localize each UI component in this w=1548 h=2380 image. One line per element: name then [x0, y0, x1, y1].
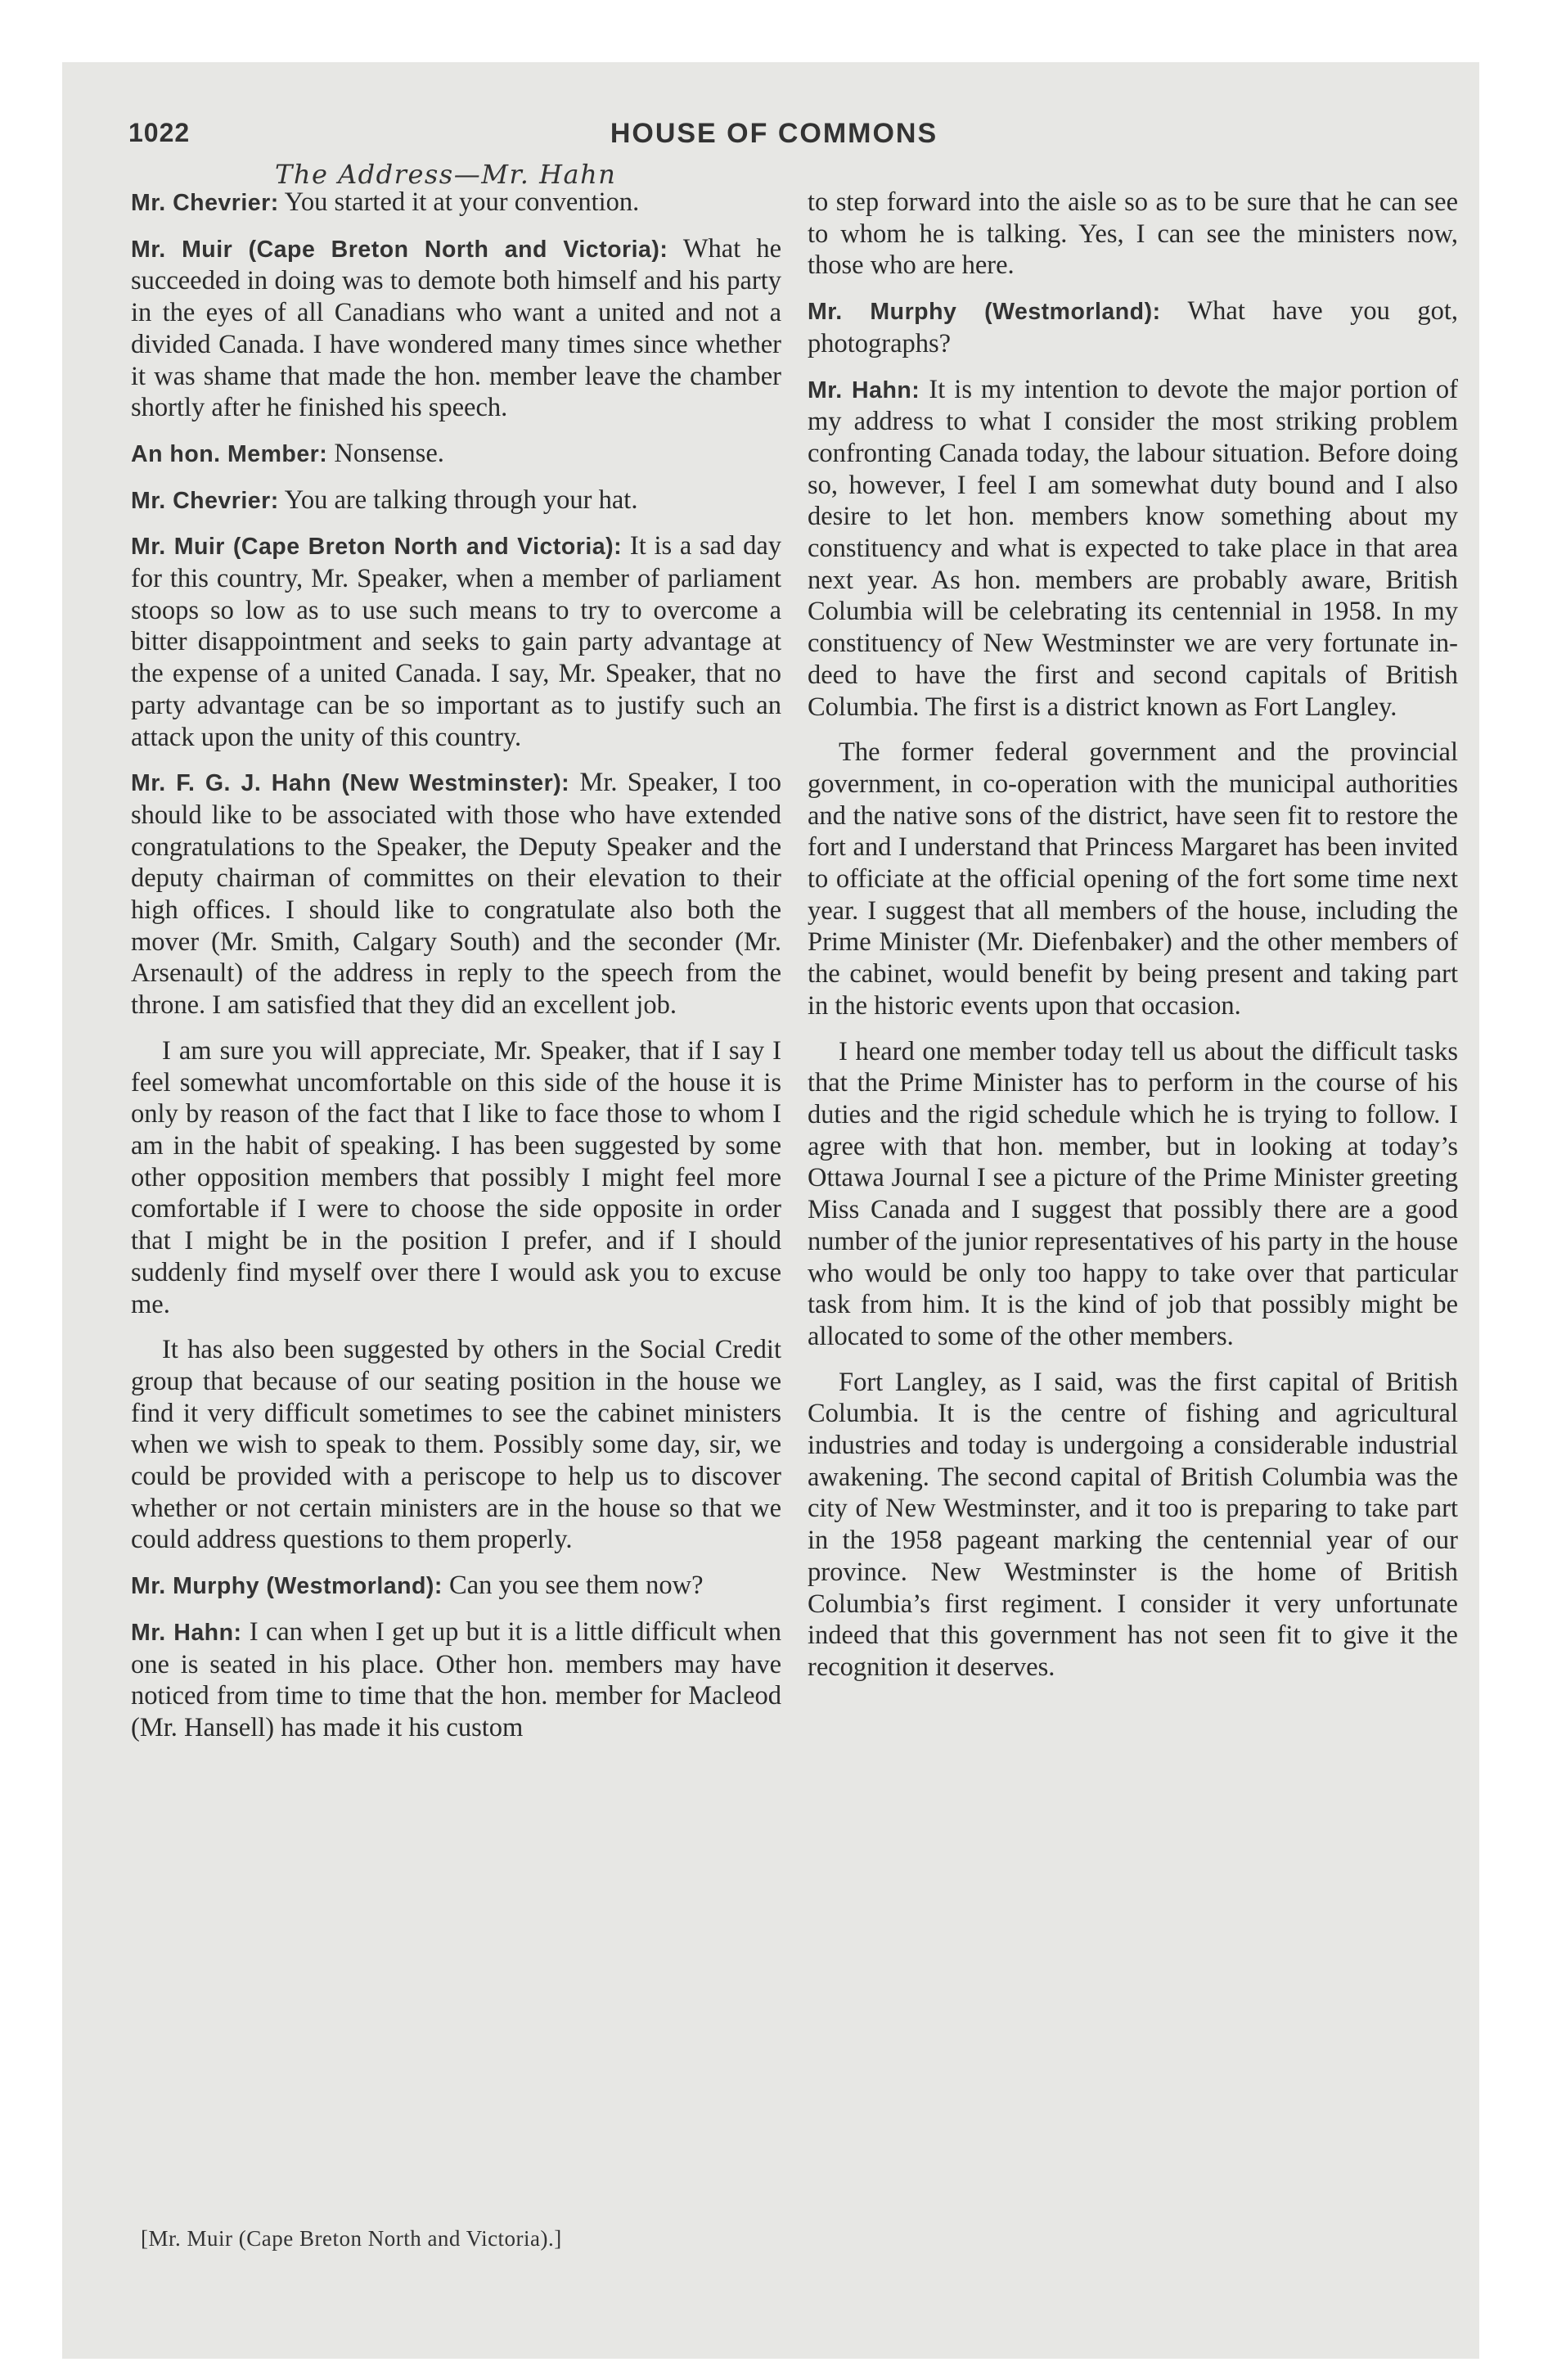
- speech-text: It is a sad day for this country, Mr. Speaker, when a member of parliament stoops so low as to use such means to try to overcome a bitter disappointment and seeks to gain party advantage at the expense of a united Canada. I say, Mr. Speaker, that no party advantage can be so important as to justify such an attack upon the unity of this country.: [131, 531, 782, 752]
- speech-text: You are talking through your hat.: [284, 485, 638, 515]
- speech-text: Nonsense.: [334, 438, 444, 468]
- right-column: [808, 187, 1458, 1697]
- paragraph: [808, 295, 1458, 359]
- paragraph: [131, 1035, 781, 1320]
- footer-note: [Mr. Muir (Cape Breton North and Victoria).]: [141, 2226, 562, 2251]
- paragraph: [131, 767, 781, 1021]
- speaker-name: Mr. F. G. J. Hahn (New Westminster):: [131, 770, 570, 797]
- page-number: 1022: [128, 118, 191, 147]
- left-column: [131, 187, 781, 1758]
- paragraph: [808, 374, 1458, 723]
- paragraph: [131, 1334, 781, 1556]
- paragraph: [131, 438, 781, 471]
- speaker-name: Mr. Hahn:: [808, 376, 920, 403]
- paragraph: [131, 187, 781, 219]
- paragraph: [808, 1036, 1458, 1353]
- paragraph: [131, 1570, 781, 1602]
- speech-text: I can when I get up but it is a little difficult when one is seated in his place. Other hon. members may have noticed from time to time that the hon. member for Macleod (Mr. Hansell) has made it his custom: [131, 1616, 782, 1742]
- speaker-name: Mr. Muir (Cape Breton North and Victoria):: [131, 534, 623, 561]
- speech-text: I heard one member today tell us about the difficult tasks that the Prime Minister has to perform in the course of his duties and the rigid schedule which he is trying to follow. I agree with that hon. member, but in looking at today’s Ottawa Journal I see a picture of the Prime Minister greeting Miss Canada and I suggest that possibly there are a good number of the junior representatives of his party in the house who would be only too happy to take over that particular task from him. It is the kind of job that possibly might be allocated to some of the other members.: [808, 1036, 1458, 1351]
- section-title: The Address—Mr. Hahn: [275, 159, 617, 190]
- paragraph: [808, 187, 1458, 282]
- paragraph: [131, 233, 781, 424]
- speaker-name: Mr. Murphy (Westmorland):: [131, 1573, 443, 1600]
- paragraph: [131, 530, 781, 753]
- speaker-name: Mr. Muir (Cape Breton North and Victoria):: [131, 236, 668, 263]
- speech-text: What have you got, photographs?: [808, 296, 1458, 358]
- speech-text: What he succeeded in doing was to demote both himself and his party in the eyes of all Canadians who want a united and not a divided Canada. I have wondered many times since whether it was shame that made the hon. member leave the chamber shortly after he finished his speech.: [131, 233, 781, 423]
- speaker-name: An hon. Member:: [131, 440, 328, 467]
- speaker-name: Mr. Murphy (Westmorland):: [808, 299, 1161, 326]
- speech-text: The former federal government and the provincial government, in co-operation with the municipal authorities and the native sons of the district, have seen fit to restore the fort and I understand that Princess Margaret has been invited to officiate at the official opening of the fort some time next year. I suggest that all members of the house, including the Prime Minister (Mr. Diefenbaker) and the other members of the cabinet, would benefit by being present and taking part in the historic events upon that occasion.: [808, 737, 1458, 1021]
- speech-text: Mr. Speaker, I too should like to be associated with those who have extended congratulations to the Speaker, the Deputy Speaker and the deputy chairman of committes on their elevation to their high offices. I should like to congratulate also both the mover (Mr. Smith, Calgary South) and the seconder (Mr. Arsenault) of the address in reply to the speech from the throne. I am satisfied that they did an excellent job.: [131, 768, 782, 1021]
- speech-text: to step forward into the aisle so as to be sure that he can see to whom he is talking. Yes, I can see the ministers now, those who are here.: [808, 187, 1458, 281]
- speaker-name: Mr. Hahn:: [131, 1619, 242, 1646]
- running-head: HOUSE OF COMMONS: [610, 118, 938, 149]
- paragraph: [131, 1616, 781, 1744]
- paragraph: [808, 1367, 1458, 1684]
- speaker-name: Mr. Chevrier:: [131, 487, 279, 514]
- speech-text: It has also been suggested by others in the Social Credit group that because of our seating position in the house we find it very difficult sometimes to see the cabinet ministers when we wish to speak to them. Possibly some day, sir, we could be provided with a periscope to help us to discover whether or not certain ministers are in the house so that we could address questions to them properly.: [131, 1335, 781, 1555]
- speech-text: You started it at your convention.: [284, 187, 640, 217]
- speaker-name: Mr. Chevrier:: [131, 190, 279, 216]
- speech-text: It is my intention to devote the major portion of my address to what I consider the most striking problem confronting Canada today, the labour situation. Before doing so, however, I feel I am somewhat duty bound and I also desire to let hon. members know something about my constituency and what is expected to take place in that area next year. As hon. members are probably aware, British Columbia will be celebrating its centennial in 1958. In my constituency of New Westminster we are very fortunate indeed to have the first and second capitals of British Columbia. The first is a district known as Fort Langley.: [808, 374, 1459, 722]
- paragraph: [131, 485, 781, 517]
- paragraph: [808, 737, 1458, 1021]
- speech-text: Can you see them now?: [449, 1571, 704, 1601]
- speech-text: Fort Langley, as I said, was the first capital of British Columbia. It is the centre of fishing and agricultural industries and today is undergoing a considerable industrial awakening. The second capital of British Columbia was the city of New Westminster, and it too is preparing to take part in the 1958 pageant marking the centennial year of our province. New Westminster is the home of British Columbia’s first regiment. I consider it very unfortunate indeed that this government has not seen fit to give it the recognition it deserves.: [808, 1367, 1458, 1682]
- speech-text: I am sure you will appreciate, Mr. Speaker, that if I say I feel somewhat uncomfortable on this side of the house it is only by reason of the fact that I like to face those to whom I am in the habit of speaking. I has been suggested by some other opposition members that possibly I might feel more comfortable if I were to choose the side opposite in order that I might be in the position I prefer, and if I should suddenly find myself over there I would ask you to excuse me.: [131, 1035, 781, 1319]
